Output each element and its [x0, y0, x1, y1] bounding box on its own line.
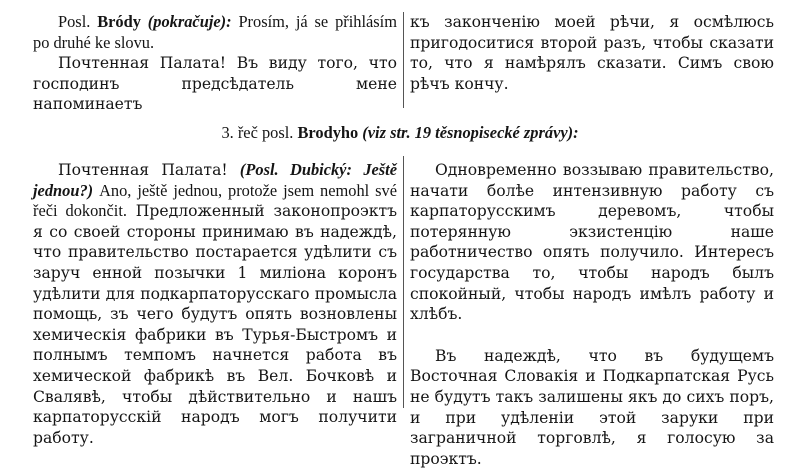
top-right-column — [410, 12, 774, 94]
bottom-right-paragraph-2: Въ надеждѣ, что въ будущемъ Восточная Словакія и Подкарпатская Русь не будутъ такъ залишены якъ до сихъ поръ, и при удѣленіи этой заруки при заграничной торговлѣ, я голосую за проэктъ. — [410, 346, 774, 468]
speaker-text: Prosím, já se přihlásím po druhé ke slovu. — [33, 12, 397, 52]
column-divider-top — [403, 12, 404, 108]
speaker-name: Bródy — [97, 12, 141, 31]
section-heading — [0, 123, 800, 143]
interjection: (Posl. Dubický: Ještě jednou?) — [33, 160, 397, 200]
speech-start: Почтенная Палата! — [58, 161, 240, 179]
speaker-note: (pokračuje): — [140, 12, 239, 31]
top-left-column — [33, 12, 397, 115]
bottom-right-column — [410, 160, 774, 469]
speech-rest: Предложенный законопроэктъ я со своей стороны принимаю въ надеждѣ, что правительство постарается удѣлити съ заруч енной позычки 1 миліона коронъ удѣлити для подкарпаторусскаго промысла помощь, зъ чего будутъ опять возновлены хемическія фабрики въ Турья-Быстромъ и полнымъ темпомъ начнется работа въ хемической фабрикѣ въ Вел. Бочковѣ и Свалявѣ, чтобы дѣйствительно и нашъ карпаторусскій народъ могъ получити работу. — [33, 202, 397, 447]
heading-name: Brodyho — [297, 123, 359, 142]
column-divider-bottom — [403, 156, 404, 408]
bottom-right-paragraph-1: Одновременно воззываю правительство, начати болѣе интензивную работу съ карпаторусскимъ деревомъ, чтобы потерянную экзистенцію наше работничество опять получило. Интересъ государства то, чтобы народъ былъ спокойный, чтобы народъ имѣлъ работу и хлѣбъ. — [410, 161, 774, 324]
bottom-left-column — [33, 160, 397, 448]
speaker-paragraph — [33, 12, 397, 53]
heading-prefix: 3. řeč posl. — [221, 123, 298, 142]
speaker-prefix: Posl. — [58, 12, 98, 31]
heading-note: (viz str. 19 těsnopisecké zprávy): — [358, 123, 579, 142]
czech-text: Ano, ještě jednou, protože jsem nemohl své řeči dokončit. — [33, 180, 397, 221]
speech-paragraph — [33, 160, 397, 448]
top-left-paragraph-2: Почтенная Палата! Въ виду того, что господинъ предсѣдатель мене напоминаетъ — [33, 54, 397, 114]
top-right-paragraph: къ закончeнію моей рѣчи, я осмѣлюсь пригодоситися второй разъ, чтобы сказати то, что я намѣрялъ сказати. Симъ свою рѣчъ кончу. — [410, 13, 774, 93]
